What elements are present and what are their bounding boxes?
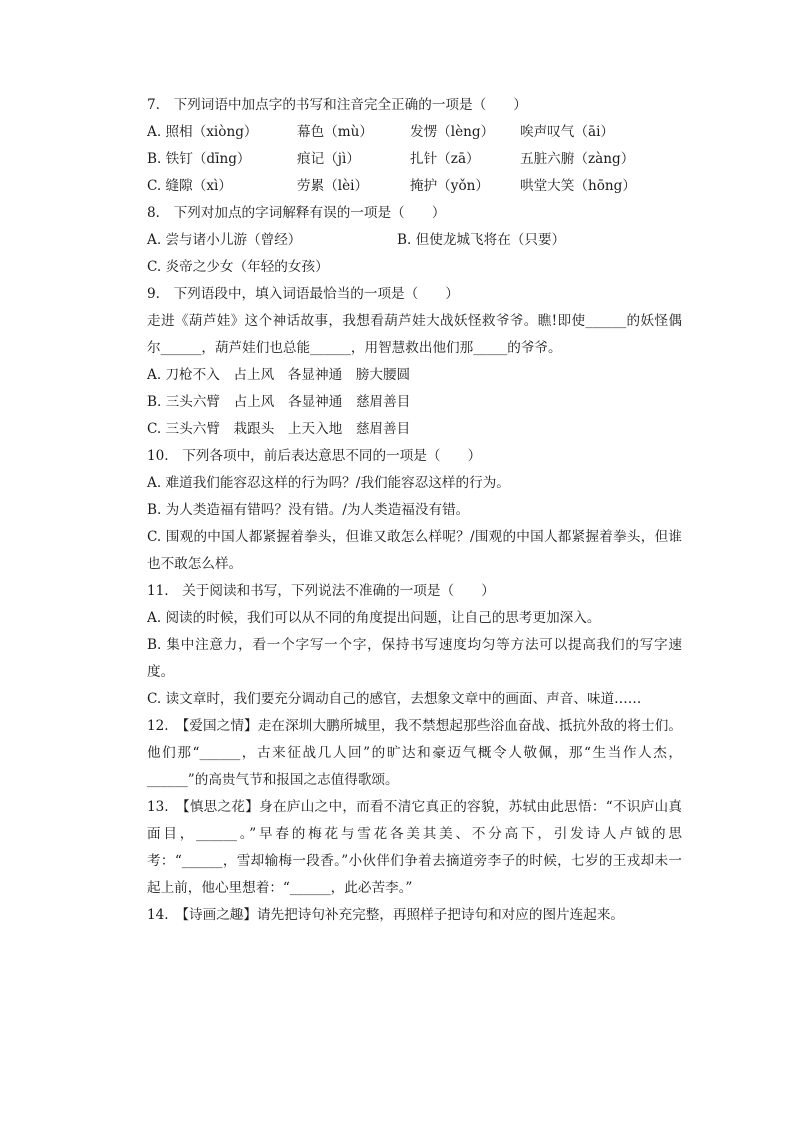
q7-a-3: 发愣（lèng） <box>410 124 495 140</box>
q8-option-c: C. 炎帝之少女（年轻的女孩） <box>147 259 329 275</box>
q7-c-1: C. 缝隙（xì） <box>147 178 232 194</box>
question-13: 13. 【慎思之花】身在庐山之中，而看不清它真正的容貌，苏轼由此思悟：“不识庐山真面目，______。”早春的梅花与雪花各美其美、不分高下，引发诗人卢钺的思考：“______，雪却输梅一段香。”小伙伴们争着去摘道旁李子的时候，七岁的王戎却未一起上前，他心里想着：“______，此必苦李。” <box>147 799 682 896</box>
q8-option-a: A. 尝与诸小儿游（曾经） <box>147 232 302 248</box>
q7-a-2: 幕色（mù） <box>297 124 374 140</box>
question-14: 14. 【诗画之趣】请先把诗句补充完整，再照样子把诗句和对应的图片连起来。 <box>147 907 625 923</box>
q7-b-1: B. 铁钉（dīng） <box>147 151 251 167</box>
question-8-stem: 8. 下列对加点的字词解释有误的一项是（ ） <box>147 205 446 221</box>
q7-b-4: 五脏六腑（zàng） <box>520 151 635 167</box>
q9-option-c: C. 三头六臂 栽跟头 上天入地 慈眉善目 <box>147 421 411 437</box>
q7-a-4: 唉声叹气（āi） <box>520 124 615 140</box>
q10-option-b: B. 为人类造福有错吗？没有错。/为人类造福没有错。 <box>147 502 470 518</box>
q7-a-1: A. 照相（xiòng） <box>147 124 258 140</box>
q7-b-3: 扎针（zā） <box>410 151 480 167</box>
q7-c-4: 哄堂大笑（hōng） <box>520 178 636 194</box>
q7-b-2: 痕记（jì） <box>297 151 360 167</box>
question-10-stem: 10. 下列各项中，前后表达意思不同的一项是（ ） <box>147 448 482 464</box>
question-9-passage: 走进《葫芦娃》这个神话故事，我想看葫芦娃大战妖怪救爷爷。瞧!即使______的妖怪偶尔______，葫芦娃们也总能______，用智慧救出他们那_____的爷爷。 <box>147 313 682 356</box>
q7-c-2: 劳累（lèi） <box>297 178 369 194</box>
q10-option-a: A. 难道我们能容忍这样的行为吗？/我们能容忍这样的行为。 <box>147 475 510 491</box>
q11-option-c: C. 读文章时，我们要充分调动自己的感官，去想象文章中的画面、声音、味道…… <box>147 691 642 707</box>
q11-option-a: A. 阅读的时候，我们可以从不同的角度提出问题，让自己的思考更加深入。 <box>147 610 601 626</box>
question-7-option-a <box>147 119 682 146</box>
q9-option-b: B. 三头六臂 占上风 各显神通 慈眉善目 <box>147 394 411 410</box>
question-7-stem: 7. 下列词语中加点字的书写和注音完全正确的一项是（ ） <box>147 97 527 113</box>
q10-option-c: C. 围观的中国人都紧握着拳头，但谁又敢怎么样呢？/围观的中国人都紧握着拳头，但谁也不敢怎么样。 <box>147 529 682 572</box>
q8-option-b: B. 但使龙城飞将在（只要） <box>397 232 566 248</box>
question-9-stem: 9. 下列语段中，填入词语最恰当的一项是（ ） <box>147 286 460 302</box>
q7-c-3: 掩护（yǒn） <box>410 178 489 194</box>
question-8-options-ab <box>147 227 682 254</box>
question-7-option-c <box>147 173 682 200</box>
question-11-stem: 11. 关于阅读和书写，下列说法不准确的一项是（ ） <box>147 583 495 599</box>
question-7-option-b <box>147 146 682 173</box>
question-12: 12. 【爱国之情】走在深圳大鹏所城里，我不禁想起那些浴血奋战、抵抗外敌的将士们。他们那“______，古来征战几人回”的旷达和豪迈气概令人敬佩，那“生当作人杰，______”的高贵气节和报国之志值得歌颂。 <box>147 718 682 788</box>
q9-option-a: A. 刀枪不入 占上风 各显神通 膀大腰圆 <box>147 367 411 383</box>
worksheet-page <box>147 92 682 929</box>
q11-option-b: B. 集中注意力，看一个字写一个字，保持书写速度均匀等方法可以提高我们的写字速度。 <box>147 637 682 680</box>
